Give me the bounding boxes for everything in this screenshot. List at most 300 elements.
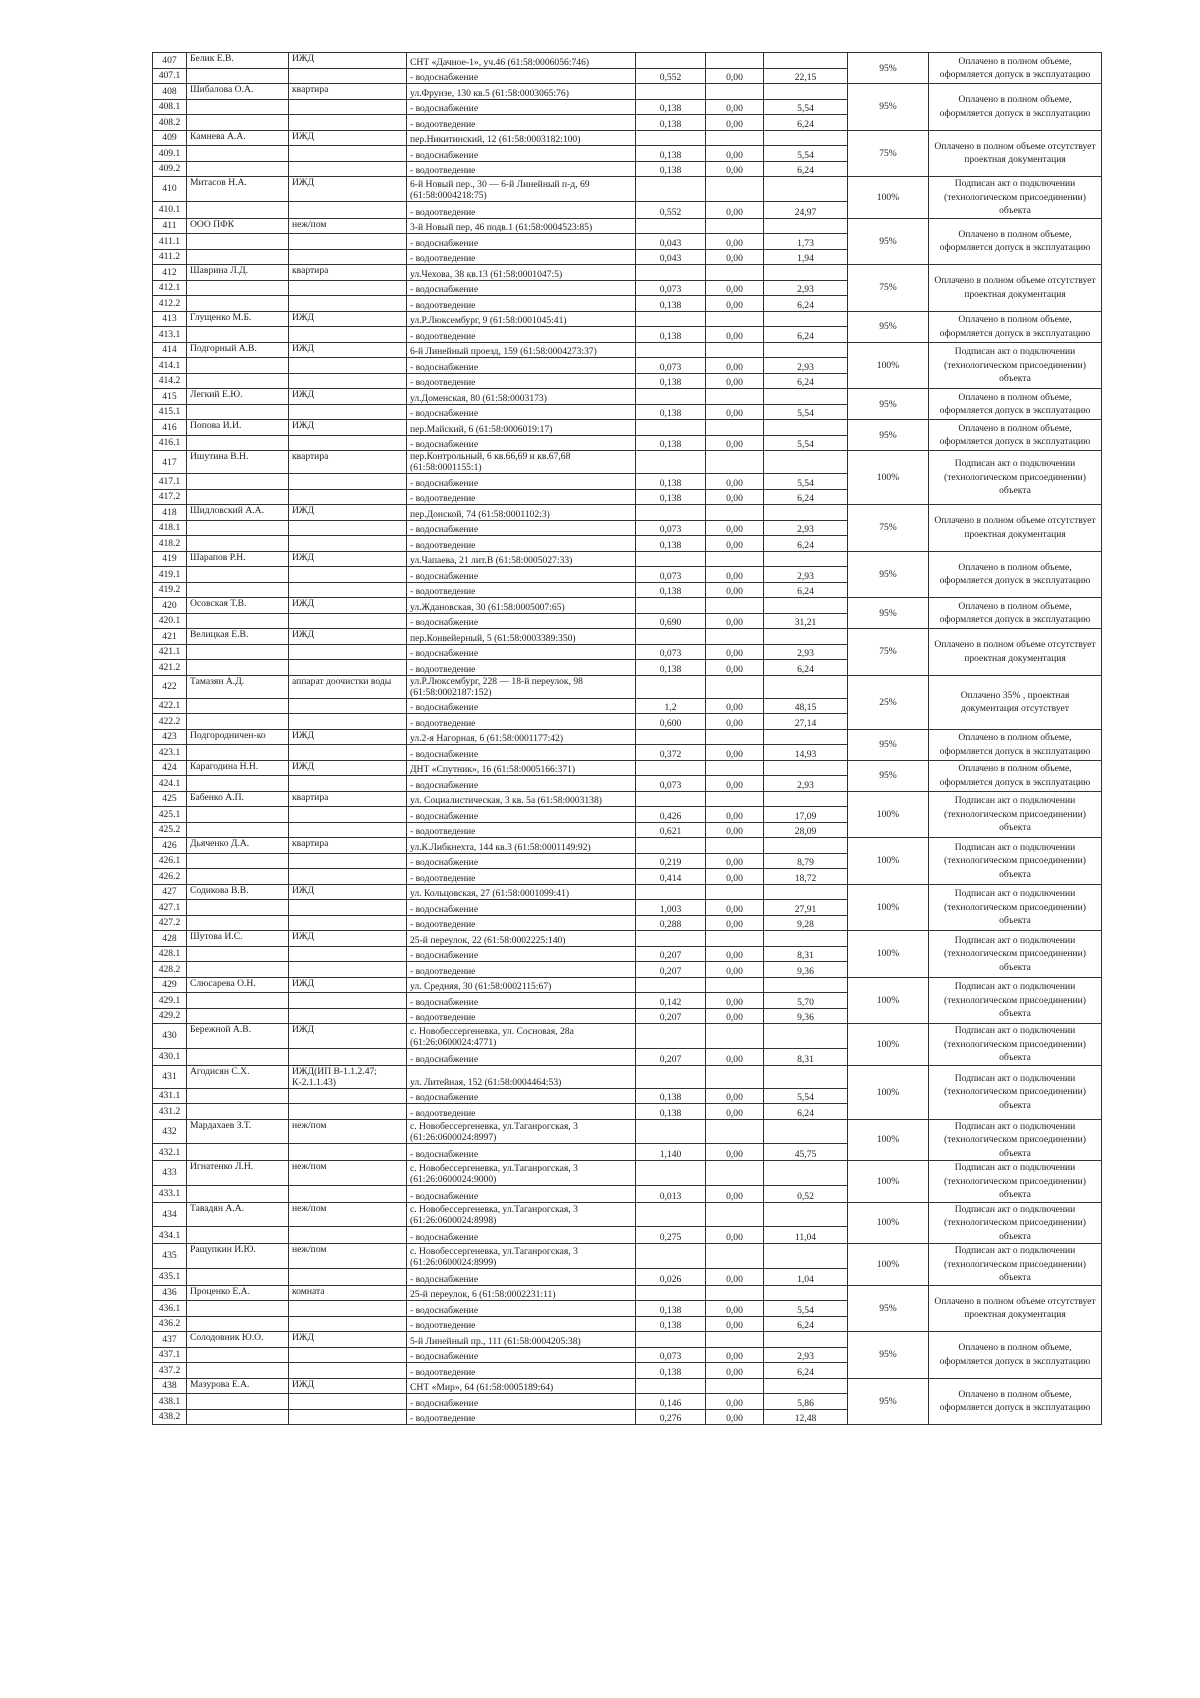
completion-percent: 95% bbox=[848, 1285, 929, 1332]
load-value: 0,275 bbox=[636, 1227, 706, 1244]
status-note: Оплачено в полном объеме, оформляется допуск в эксплуатацию bbox=[929, 311, 1102, 342]
applicant-name: Тавадян А.А. bbox=[187, 1202, 289, 1227]
row-number: 421.2 bbox=[153, 660, 187, 676]
row-number: 409.1 bbox=[153, 146, 187, 162]
object-type bbox=[289, 1144, 407, 1161]
object-type: ИЖД bbox=[289, 1024, 407, 1049]
row-number: 418.2 bbox=[153, 536, 187, 552]
completion-percent: 100% bbox=[848, 451, 929, 505]
row-number: 432 bbox=[153, 1119, 187, 1144]
row-number: 414.2 bbox=[153, 373, 187, 389]
fee-value: 2,93 bbox=[764, 644, 848, 660]
status-note: Оплачено в полном объеме, оформляется допуск в эксплуатацию bbox=[929, 760, 1102, 791]
object-address: - водоснабжение bbox=[407, 900, 636, 916]
table-row bbox=[153, 1024, 1102, 1049]
row-number: 437 bbox=[153, 1332, 187, 1348]
object-type: квартира bbox=[289, 451, 407, 474]
completion-percent: 95% bbox=[848, 1378, 929, 1425]
zero-value bbox=[706, 1244, 764, 1269]
row-number: 426 bbox=[153, 838, 187, 854]
object-type bbox=[289, 520, 407, 536]
zero-value bbox=[706, 451, 764, 474]
object-type bbox=[289, 536, 407, 552]
row-number: 434 bbox=[153, 1202, 187, 1227]
status-note: Подписан акт о подключении (технологическом присоединении) объекта bbox=[929, 177, 1102, 219]
object-address: - водоснабжение bbox=[407, 68, 636, 84]
object-address: - водоснабжение bbox=[407, 1048, 636, 1065]
row-number: 422.1 bbox=[153, 698, 187, 714]
load-value bbox=[636, 130, 706, 146]
fee-value: 6,24 bbox=[764, 582, 848, 598]
status-note: Оплачено в полном объеме, оформляется допуск в эксплуатацию bbox=[929, 551, 1102, 598]
status-note: Оплачено в полном объеме, оформляется допуск в эксплуатацию bbox=[929, 420, 1102, 451]
fee-value bbox=[764, 760, 848, 776]
applicant-name bbox=[187, 1363, 289, 1379]
applicant-name bbox=[187, 1268, 289, 1285]
fee-value: 8,79 bbox=[764, 853, 848, 869]
load-value: 0,073 bbox=[636, 776, 706, 792]
object-address: - водоотведение bbox=[407, 822, 636, 838]
completion-percent: 75% bbox=[848, 265, 929, 312]
zero-value: 0,00 bbox=[706, 146, 764, 162]
load-value: 0,276 bbox=[636, 1409, 706, 1425]
table-row bbox=[153, 884, 1102, 900]
applicant-name bbox=[187, 1227, 289, 1244]
fee-value bbox=[764, 130, 848, 146]
object-type bbox=[289, 1301, 407, 1317]
load-value: 0,552 bbox=[636, 201, 706, 218]
load-value bbox=[636, 760, 706, 776]
table-body bbox=[153, 53, 1102, 1425]
fee-value bbox=[764, 1244, 848, 1269]
object-type bbox=[289, 435, 407, 451]
fee-value bbox=[764, 1202, 848, 1227]
applicant-name: Мазурова Е.А. bbox=[187, 1378, 289, 1394]
table-row bbox=[153, 342, 1102, 358]
fee-value: 6,24 bbox=[764, 489, 848, 505]
row-number: 425.1 bbox=[153, 807, 187, 823]
zero-value: 0,00 bbox=[706, 807, 764, 823]
row-number: 427.1 bbox=[153, 900, 187, 916]
object-address: - водоснабжение bbox=[407, 1185, 636, 1202]
completion-percent: 100% bbox=[848, 884, 929, 931]
applicant-name bbox=[187, 520, 289, 536]
load-value: 0,146 bbox=[636, 1394, 706, 1410]
object-address: - водоотведение bbox=[407, 1008, 636, 1024]
load-value bbox=[636, 177, 706, 202]
fee-value: 6,24 bbox=[764, 1316, 848, 1332]
load-value: 0,207 bbox=[636, 1008, 706, 1024]
applicant-name bbox=[187, 296, 289, 312]
load-value bbox=[636, 420, 706, 436]
applicant-name: Содикова В.В. bbox=[187, 884, 289, 900]
object-address: - водоотведение bbox=[407, 962, 636, 978]
fee-value: 18,72 bbox=[764, 869, 848, 885]
zero-value: 0,00 bbox=[706, 234, 764, 250]
table-row bbox=[153, 53, 1102, 69]
fee-value: 9,28 bbox=[764, 915, 848, 931]
load-value: 0,138 bbox=[636, 296, 706, 312]
applicant-name bbox=[187, 373, 289, 389]
object-address: ул. Литейная, 152 (61:58:0004464:53) bbox=[407, 1065, 636, 1088]
object-type bbox=[289, 946, 407, 962]
zero-value: 0,00 bbox=[706, 327, 764, 343]
fee-value: 45,75 bbox=[764, 1144, 848, 1161]
zero-value bbox=[706, 838, 764, 854]
table-row bbox=[153, 791, 1102, 807]
zero-value bbox=[706, 931, 764, 947]
zero-value: 0,00 bbox=[706, 853, 764, 869]
fee-value bbox=[764, 1119, 848, 1144]
object-type: неж/пом bbox=[289, 218, 407, 234]
object-address: с. Новобессергеневка, ул.Таганрогская, 3 (61:26:0600024:8999) bbox=[407, 1244, 636, 1269]
row-number: 427.2 bbox=[153, 915, 187, 931]
object-address: - водоотведение bbox=[407, 1316, 636, 1332]
applicant-name: Ращупкин И.Ю. bbox=[187, 1244, 289, 1269]
table-row bbox=[153, 760, 1102, 776]
row-number: 422 bbox=[153, 675, 187, 698]
object-address: - водоснабжение bbox=[407, 1347, 636, 1363]
object-type bbox=[289, 146, 407, 162]
status-note: Подписан акт о подключении (технологическом присоединении) объекта bbox=[929, 342, 1102, 389]
fee-value: 1,94 bbox=[764, 249, 848, 265]
row-number: 420.1 bbox=[153, 613, 187, 629]
applicant-name bbox=[187, 900, 289, 916]
load-value bbox=[636, 598, 706, 614]
applicant-name bbox=[187, 698, 289, 714]
applicant-name bbox=[187, 1409, 289, 1425]
applicant-name: Слюсарева О.Н. bbox=[187, 977, 289, 993]
fee-value: 5,54 bbox=[764, 1301, 848, 1317]
zero-value: 0,00 bbox=[706, 613, 764, 629]
row-number: 412.2 bbox=[153, 296, 187, 312]
zero-value bbox=[706, 884, 764, 900]
object-type: квартира bbox=[289, 838, 407, 854]
load-value bbox=[636, 53, 706, 69]
applicant-name bbox=[187, 776, 289, 792]
applicant-name bbox=[187, 201, 289, 218]
object-address: - водоснабжение bbox=[407, 1301, 636, 1317]
object-address: - водоснабжение bbox=[407, 474, 636, 490]
object-type bbox=[289, 1347, 407, 1363]
applicant-name bbox=[187, 915, 289, 931]
object-type: ИЖД bbox=[289, 311, 407, 327]
zero-value: 0,00 bbox=[706, 900, 764, 916]
zero-value: 0,00 bbox=[706, 474, 764, 490]
applicant-name bbox=[187, 807, 289, 823]
object-address: - водоснабжение bbox=[407, 745, 636, 761]
object-type: ИЖД bbox=[289, 760, 407, 776]
row-number: 423.1 bbox=[153, 745, 187, 761]
object-type bbox=[289, 714, 407, 730]
table-row bbox=[153, 931, 1102, 947]
fee-value: 1,73 bbox=[764, 234, 848, 250]
zero-value bbox=[706, 84, 764, 100]
object-address: - водоотведение bbox=[407, 915, 636, 931]
object-address: - водоснабжение bbox=[407, 404, 636, 420]
applicant-name bbox=[187, 1104, 289, 1120]
object-type: ИЖД bbox=[289, 130, 407, 146]
fee-value: 8,31 bbox=[764, 1048, 848, 1065]
zero-value: 0,00 bbox=[706, 520, 764, 536]
applicant-name bbox=[187, 280, 289, 296]
row-number: 437.2 bbox=[153, 1363, 187, 1379]
completion-percent: 100% bbox=[848, 1202, 929, 1244]
row-number: 411.1 bbox=[153, 234, 187, 250]
zero-value: 0,00 bbox=[706, 1301, 764, 1317]
load-value: 1,003 bbox=[636, 900, 706, 916]
object-address: ул.Р.Люксембург, 228 — 18-й переулок, 98 (61:58:0002187:152) bbox=[407, 675, 636, 698]
object-type: ИЖД bbox=[289, 1332, 407, 1348]
fee-value: 6,24 bbox=[764, 373, 848, 389]
object-type bbox=[289, 358, 407, 374]
object-address: ул.2-я Нагорная, 6 (61:58:0001177:42) bbox=[407, 729, 636, 745]
object-type bbox=[289, 280, 407, 296]
applicant-name: Велицкая Е.В. bbox=[187, 629, 289, 645]
fee-value bbox=[764, 389, 848, 405]
object-type bbox=[289, 915, 407, 931]
object-type bbox=[289, 115, 407, 131]
zero-value bbox=[706, 551, 764, 567]
row-number: 414.1 bbox=[153, 358, 187, 374]
load-value bbox=[636, 675, 706, 698]
load-value: 0,288 bbox=[636, 915, 706, 931]
row-number: 433.1 bbox=[153, 1185, 187, 1202]
object-type bbox=[289, 68, 407, 84]
applicant-name: Подгородничен-ко bbox=[187, 729, 289, 745]
load-value: 0,207 bbox=[636, 962, 706, 978]
row-number: 435 bbox=[153, 1244, 187, 1269]
row-number: 412.1 bbox=[153, 280, 187, 296]
object-type bbox=[289, 660, 407, 676]
status-note: Подписан акт о подключении (технологическом присоединении) объекта bbox=[929, 931, 1102, 978]
zero-value bbox=[706, 311, 764, 327]
row-number: 428.2 bbox=[153, 962, 187, 978]
object-address: пер.Никитинский, 12 (61:58:0003182:100) bbox=[407, 130, 636, 146]
object-type bbox=[289, 99, 407, 115]
zero-value bbox=[706, 1119, 764, 1144]
table-row bbox=[153, 1378, 1102, 1394]
load-value: 0,138 bbox=[636, 435, 706, 451]
fee-value: 5,54 bbox=[764, 435, 848, 451]
object-address: 6-й Новый пер., 30 — 6-й Линейный п-д, 69 (61:58:0004218:75) bbox=[407, 177, 636, 202]
load-value: 0,138 bbox=[636, 582, 706, 598]
fee-value bbox=[764, 218, 848, 234]
fee-value: 9,36 bbox=[764, 962, 848, 978]
load-value bbox=[636, 931, 706, 947]
applicant-name bbox=[187, 660, 289, 676]
fee-value: 6,24 bbox=[764, 1104, 848, 1120]
load-value bbox=[636, 551, 706, 567]
object-type: ИЖД bbox=[289, 53, 407, 69]
load-value: 0,138 bbox=[636, 327, 706, 343]
load-value: 0,138 bbox=[636, 146, 706, 162]
zero-value: 0,00 bbox=[706, 962, 764, 978]
load-value: 0,043 bbox=[636, 249, 706, 265]
status-note: Оплачено в полном объеме отсутствует проектная документация bbox=[929, 505, 1102, 552]
object-address: - водоснабжение bbox=[407, 567, 636, 583]
load-value: 0,073 bbox=[636, 280, 706, 296]
status-note: Оплачено в полном объеме отсутствует проектная документация bbox=[929, 265, 1102, 312]
load-value: 0,013 bbox=[636, 1185, 706, 1202]
fee-value bbox=[764, 838, 848, 854]
row-number: 412 bbox=[153, 265, 187, 281]
completion-percent: 100% bbox=[848, 1065, 929, 1119]
object-address: - водоснабжение bbox=[407, 146, 636, 162]
status-note: Оплачено в полном объеме отсутствует проектная документация bbox=[929, 1285, 1102, 1332]
object-address: - водоснабжение bbox=[407, 520, 636, 536]
applicant-name bbox=[187, 1144, 289, 1161]
status-note: Оплачено в полном объеме, оформляется допуск в эксплуатацию bbox=[929, 1378, 1102, 1425]
row-number: 428 bbox=[153, 931, 187, 947]
table-row bbox=[153, 675, 1102, 698]
fee-value: 27,91 bbox=[764, 900, 848, 916]
applicant-name bbox=[187, 853, 289, 869]
object-address: - водоснабжение bbox=[407, 99, 636, 115]
applicant-name bbox=[187, 714, 289, 730]
table-row bbox=[153, 598, 1102, 614]
object-type: неж/пом bbox=[289, 1119, 407, 1144]
fee-value: 14,93 bbox=[764, 745, 848, 761]
zero-value: 0,00 bbox=[706, 1316, 764, 1332]
applicant-name bbox=[187, 234, 289, 250]
row-number: 438 bbox=[153, 1378, 187, 1394]
status-note: Оплачено в полном объеме, оформляется допуск в эксплуатацию bbox=[929, 389, 1102, 420]
load-value: 1,2 bbox=[636, 698, 706, 714]
status-note: Подписан акт о подключении (технологическом присоединении) объекта bbox=[929, 1024, 1102, 1066]
zero-value: 0,00 bbox=[706, 201, 764, 218]
load-value bbox=[636, 729, 706, 745]
object-type bbox=[289, 249, 407, 265]
object-address: ул.Чапаева, 21 лит.В (61:58:0005027:33) bbox=[407, 551, 636, 567]
object-type: квартира bbox=[289, 265, 407, 281]
row-number: 434.1 bbox=[153, 1227, 187, 1244]
zero-value bbox=[706, 1024, 764, 1049]
load-value: 1,140 bbox=[636, 1144, 706, 1161]
zero-value bbox=[706, 598, 764, 614]
status-note: Оплачено в полном объеме, оформляется допуск в эксплуатацию bbox=[929, 84, 1102, 131]
fee-value: 6,24 bbox=[764, 296, 848, 312]
load-value: 0,142 bbox=[636, 993, 706, 1009]
applicant-name bbox=[187, 582, 289, 598]
status-note: Подписан акт о подключении (технологическом присоединении) объекта bbox=[929, 838, 1102, 885]
applicant-name: Бережной А.В. bbox=[187, 1024, 289, 1049]
row-number: 421.1 bbox=[153, 644, 187, 660]
applicant-name bbox=[187, 435, 289, 451]
table-row bbox=[153, 265, 1102, 281]
table-row bbox=[153, 311, 1102, 327]
load-value bbox=[636, 1244, 706, 1269]
fee-value bbox=[764, 729, 848, 745]
status-note: Подписан акт о подключении (технологическом присоединении) объекта bbox=[929, 1065, 1102, 1119]
table-row bbox=[153, 389, 1102, 405]
completion-percent: 100% bbox=[848, 977, 929, 1024]
object-type bbox=[289, 745, 407, 761]
status-note: Оплачено в полном объеме отсутствует проектная документация bbox=[929, 130, 1102, 177]
object-address: - водоотведение bbox=[407, 161, 636, 177]
load-value bbox=[636, 1119, 706, 1144]
load-value bbox=[636, 791, 706, 807]
row-number: 408.1 bbox=[153, 99, 187, 115]
table-row bbox=[153, 838, 1102, 854]
object-address: - водоотведение bbox=[407, 1363, 636, 1379]
row-number: 410.1 bbox=[153, 201, 187, 218]
zero-value bbox=[706, 420, 764, 436]
load-value bbox=[636, 342, 706, 358]
completion-percent: 75% bbox=[848, 629, 929, 676]
row-number: 438.2 bbox=[153, 1409, 187, 1425]
applicant-name: Бабенко А.П. bbox=[187, 791, 289, 807]
applicant-name bbox=[187, 536, 289, 552]
fee-value: 5,54 bbox=[764, 474, 848, 490]
load-value bbox=[636, 84, 706, 100]
object-type: ИЖД bbox=[289, 977, 407, 993]
object-type bbox=[289, 698, 407, 714]
object-type bbox=[289, 1363, 407, 1379]
table-row bbox=[153, 420, 1102, 436]
object-address: - водоснабжение bbox=[407, 613, 636, 629]
object-type bbox=[289, 1008, 407, 1024]
table-row bbox=[153, 84, 1102, 100]
zero-value: 0,00 bbox=[706, 1227, 764, 1244]
load-value: 0,138 bbox=[636, 536, 706, 552]
load-value bbox=[636, 1332, 706, 1348]
load-value: 0,621 bbox=[636, 822, 706, 838]
applicant-name: Тамазян А.Д. bbox=[187, 675, 289, 698]
row-number: 409 bbox=[153, 130, 187, 146]
load-value: 0,073 bbox=[636, 567, 706, 583]
load-value bbox=[636, 1378, 706, 1394]
load-value: 0,138 bbox=[636, 474, 706, 490]
status-note: Оплачено 35% , проектная документация отсутствует bbox=[929, 675, 1102, 729]
row-number: 417 bbox=[153, 451, 187, 474]
object-type bbox=[289, 582, 407, 598]
completion-percent: 100% bbox=[848, 931, 929, 978]
fee-value bbox=[764, 1024, 848, 1049]
object-type bbox=[289, 1227, 407, 1244]
applicant-name: Шарапов Р.Н. bbox=[187, 551, 289, 567]
zero-value: 0,00 bbox=[706, 915, 764, 931]
object-type bbox=[289, 1394, 407, 1410]
row-number: 413 bbox=[153, 311, 187, 327]
object-address: пер.Контрольный, 6 кв.66,69 и кв.67,68 (61:58:0001155:1) bbox=[407, 451, 636, 474]
row-number: 426.1 bbox=[153, 853, 187, 869]
object-type bbox=[289, 474, 407, 490]
applicant-name bbox=[187, 745, 289, 761]
applicant-name: Подгорный А.В. bbox=[187, 342, 289, 358]
zero-value bbox=[706, 1161, 764, 1186]
object-type bbox=[289, 489, 407, 505]
row-number: 425.2 bbox=[153, 822, 187, 838]
object-address: 5-й Линейный пр., 111 (61:58:0004205:38) bbox=[407, 1332, 636, 1348]
object-type: ИЖД bbox=[289, 505, 407, 521]
object-type bbox=[289, 404, 407, 420]
fee-value: 5,54 bbox=[764, 404, 848, 420]
fee-value bbox=[764, 675, 848, 698]
object-address: - водоснабжение bbox=[407, 1394, 636, 1410]
zero-value bbox=[706, 505, 764, 521]
completion-percent: 100% bbox=[848, 838, 929, 885]
applicant-name bbox=[187, 146, 289, 162]
row-number: 409.2 bbox=[153, 161, 187, 177]
status-note: Оплачено в полном объеме, оформляется допуск в эксплуатацию bbox=[929, 598, 1102, 629]
applicant-name bbox=[187, 474, 289, 490]
fee-value: 2,93 bbox=[764, 280, 848, 296]
row-number: 430 bbox=[153, 1024, 187, 1049]
applicant-name bbox=[187, 613, 289, 629]
load-value bbox=[636, 451, 706, 474]
fee-value: 2,93 bbox=[764, 520, 848, 536]
